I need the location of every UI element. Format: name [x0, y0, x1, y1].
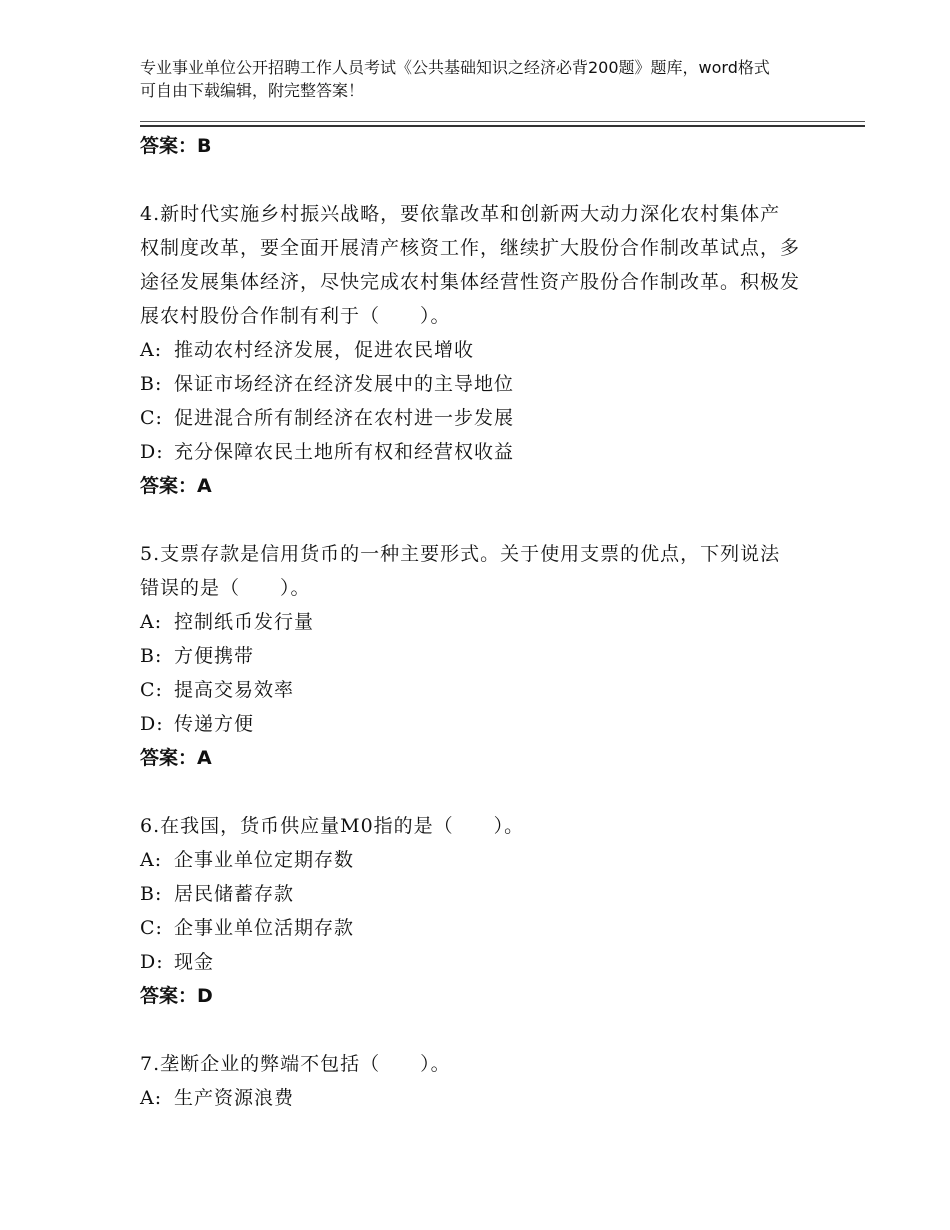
option-c [140, 401, 800, 435]
option-letter: A: [140, 849, 163, 871]
question-item [140, 537, 800, 775]
option-letter: D: [140, 441, 164, 463]
option-letter: A: [140, 1087, 163, 1109]
option-a [140, 605, 800, 639]
answer-label: 答案：D [140, 985, 213, 1007]
answer-label: 答案：B [140, 135, 212, 157]
question-stem: 6.在我国，货币供应量M0指的是（ ）。 [140, 815, 525, 837]
option-text: 推动农村经济发展，促进农民增收 [174, 339, 475, 361]
option-text: 居民储蓄存款 [174, 883, 295, 905]
question-item [140, 197, 800, 503]
option-text: 控制纸币发行量 [174, 611, 315, 633]
option-text: 生产资源浪费 [174, 1087, 295, 1109]
option-b [140, 367, 800, 401]
option-letter: B: [140, 373, 163, 395]
option-d [140, 707, 800, 741]
option-text: 充分保障农民土地所有权和经营权收益 [174, 441, 515, 463]
option-text: 传递方便 [174, 713, 255, 735]
option-letter: C: [140, 407, 163, 429]
option-text: 企事业单位定期存数 [174, 849, 355, 871]
option-b [140, 877, 800, 911]
option-text: 保证市场经济在经济发展中的主导地位 [174, 373, 515, 395]
document-body [140, 129, 800, 1115]
option-d [140, 945, 800, 979]
option-letter: A: [140, 611, 163, 633]
option-c [140, 673, 800, 707]
question-stem: 4.新时代实施乡村振兴战略，要依靠改革和创新两大动力深化农村集体产权制度改革，要全面开展清产核资工作，继续扩大股份合作制改革试点，多途径发展集体经济，尽快完成农村集体经营性资产股份合作制改革。积极发展农村股份合作制有利于（ ）。 [140, 203, 801, 327]
option-a [140, 1081, 800, 1115]
option-letter: D: [140, 713, 164, 735]
option-text: 现金 [174, 951, 215, 973]
option-letter: B: [140, 645, 163, 667]
option-letter: A: [140, 339, 163, 361]
option-letter: C: [140, 679, 163, 701]
option-d [140, 435, 800, 469]
option-text: 提高交易效率 [174, 679, 295, 701]
option-a [140, 843, 800, 877]
option-b [140, 639, 800, 673]
question-item [140, 809, 800, 1013]
answer-label: 答案：A [140, 747, 212, 769]
question-stem: 7.垄断企业的弊端不包括（ ）。 [140, 1053, 451, 1075]
option-letter: C: [140, 917, 163, 939]
option-text: 企事业单位活期存款 [174, 917, 355, 939]
question-stem: 5.支票存款是信用货币的一种主要形式。关于使用支票的优点，下列说法错误的是（ ）。 [140, 543, 781, 599]
option-text: 促进混合所有制经济在农村进一步发展 [174, 407, 515, 429]
document-header: 专业事业单位公开招聘工作人员考试《公共基础知识之经济必背200题》题库，word格式可自由下载编辑，附完整答案！ [140, 58, 770, 100]
option-a [140, 333, 800, 367]
answer-label: 答案：A [140, 475, 212, 497]
option-letter: D: [140, 951, 164, 973]
option-letter: B: [140, 883, 163, 905]
header-rule [140, 121, 865, 127]
question-item [140, 1047, 800, 1115]
option-c [140, 911, 800, 945]
option-text: 方便携带 [174, 645, 255, 667]
